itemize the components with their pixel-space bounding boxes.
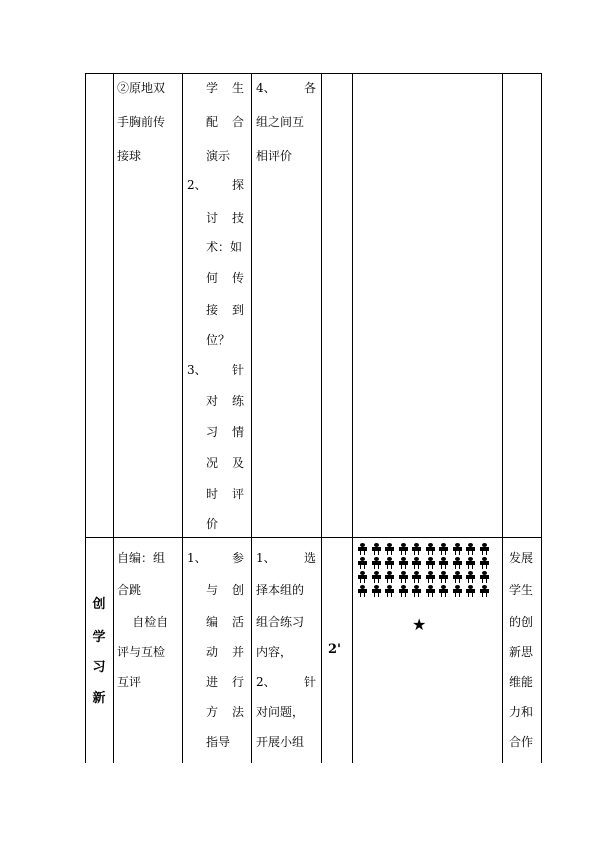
col-border-5	[352, 73, 353, 763]
teacher-line: 动 并	[206, 645, 244, 659]
col-border-4	[321, 73, 322, 763]
col-border-6	[502, 73, 503, 763]
teacher-line: 讨 技	[206, 211, 244, 225]
person-icon	[439, 557, 448, 569]
teacher-item-head: 2、 探	[187, 178, 244, 192]
person-icon	[466, 543, 475, 555]
person-icon	[372, 571, 381, 583]
section-char: 学	[92, 630, 106, 645]
teacher-line: 进 行	[206, 675, 244, 689]
row-divider	[85, 537, 542, 538]
teacher-line: 方 法	[206, 705, 244, 719]
content-line: 手胸前传	[117, 115, 166, 129]
teacher-line: 况 及	[206, 456, 244, 470]
student-item-head: 2、 针	[256, 675, 316, 689]
section-char: 习	[92, 660, 106, 675]
teacher-item-head: 3、 针	[187, 363, 244, 377]
person-icon	[385, 585, 394, 597]
col-border-3	[251, 73, 252, 763]
teacher-line: 位？	[206, 333, 231, 347]
teacher-line: 习 情	[206, 425, 244, 439]
content-line: ②原地双	[117, 81, 166, 95]
person-icon	[399, 585, 408, 597]
person-icon	[466, 557, 475, 569]
content-line: 合跳	[117, 583, 142, 597]
teacher-line: 术：如	[206, 240, 243, 254]
person-icon	[358, 585, 367, 597]
teacher-line: 编 活	[206, 615, 244, 629]
student-line: 相评价	[256, 149, 293, 163]
person-icon	[399, 571, 408, 583]
teacher-line: 演示	[206, 149, 231, 163]
teacher-line: 配 合	[206, 115, 244, 129]
person-icon	[453, 543, 462, 555]
person-icon	[453, 585, 462, 597]
goal-line: 发展	[509, 551, 534, 565]
person-icon	[385, 543, 394, 555]
content-line: 互评	[117, 675, 142, 689]
student-item-head: 1、 选	[256, 551, 316, 565]
formation-figure	[358, 543, 498, 603]
person-icon	[466, 571, 475, 583]
person-icon	[466, 585, 475, 597]
col-border-2	[182, 73, 183, 763]
person-icon	[453, 557, 462, 569]
content-line: 自编：组	[117, 551, 166, 565]
teacher-line: 学 生	[206, 81, 244, 95]
student-line: 择本组的	[256, 583, 305, 597]
time-value: 2'	[328, 642, 342, 657]
person-icon	[480, 585, 489, 597]
teacher-line: 价	[206, 517, 219, 531]
student-line: 开展小组	[256, 735, 305, 749]
col-border-7	[541, 73, 542, 763]
student-line: 内容，	[256, 645, 293, 659]
person-icon	[358, 543, 367, 555]
section-char: 新	[92, 691, 106, 706]
teacher-line: 何 传	[206, 271, 244, 285]
person-icon	[426, 543, 435, 555]
person-icon	[439, 571, 448, 583]
goal-line: 学生	[509, 583, 534, 597]
person-icon	[358, 571, 367, 583]
student-line: 组合练习	[256, 615, 305, 629]
person-icon	[426, 585, 435, 597]
content-line: 评与互检	[117, 645, 166, 659]
person-icon	[385, 571, 394, 583]
goal-line: 合作	[509, 735, 534, 749]
person-icon	[439, 543, 448, 555]
content-line: 自检自	[117, 615, 169, 629]
content-line: 接球	[117, 149, 142, 163]
person-icon	[358, 557, 367, 569]
student-line: 对问题，	[256, 705, 305, 719]
person-icon	[372, 557, 381, 569]
person-icon	[412, 557, 421, 569]
person-icon	[372, 543, 381, 555]
person-icon	[480, 557, 489, 569]
goal-line: 新思	[509, 645, 534, 659]
person-icon	[426, 557, 435, 569]
person-icon	[385, 557, 394, 569]
person-icon	[399, 543, 408, 555]
teacher-line: 时 评	[206, 487, 244, 501]
teacher-line: 对 练	[206, 394, 244, 408]
teacher-line: 指导	[206, 735, 231, 749]
goal-line: 维能	[509, 675, 534, 689]
teacher-item-head: 1、 参	[187, 551, 244, 565]
person-icon	[480, 571, 489, 583]
person-icon	[439, 585, 448, 597]
student-item-head: 4、 各	[256, 81, 316, 95]
person-icon	[372, 585, 381, 597]
person-icon	[480, 543, 489, 555]
person-icon	[412, 543, 421, 555]
person-icon	[412, 585, 421, 597]
person-icon	[426, 571, 435, 583]
star-marker-icon: ★	[412, 615, 427, 634]
goal-line: 的创	[509, 615, 534, 629]
col-border-1	[113, 73, 114, 763]
person-icon	[412, 571, 421, 583]
person-icon	[399, 557, 408, 569]
section-char: 创	[92, 597, 106, 612]
goal-line: 力和	[509, 705, 534, 719]
student-line: 组之间互	[256, 115, 305, 129]
teacher-line: 与 创	[206, 583, 244, 597]
person-icon	[453, 571, 462, 583]
teacher-line: 接 到	[206, 303, 244, 317]
